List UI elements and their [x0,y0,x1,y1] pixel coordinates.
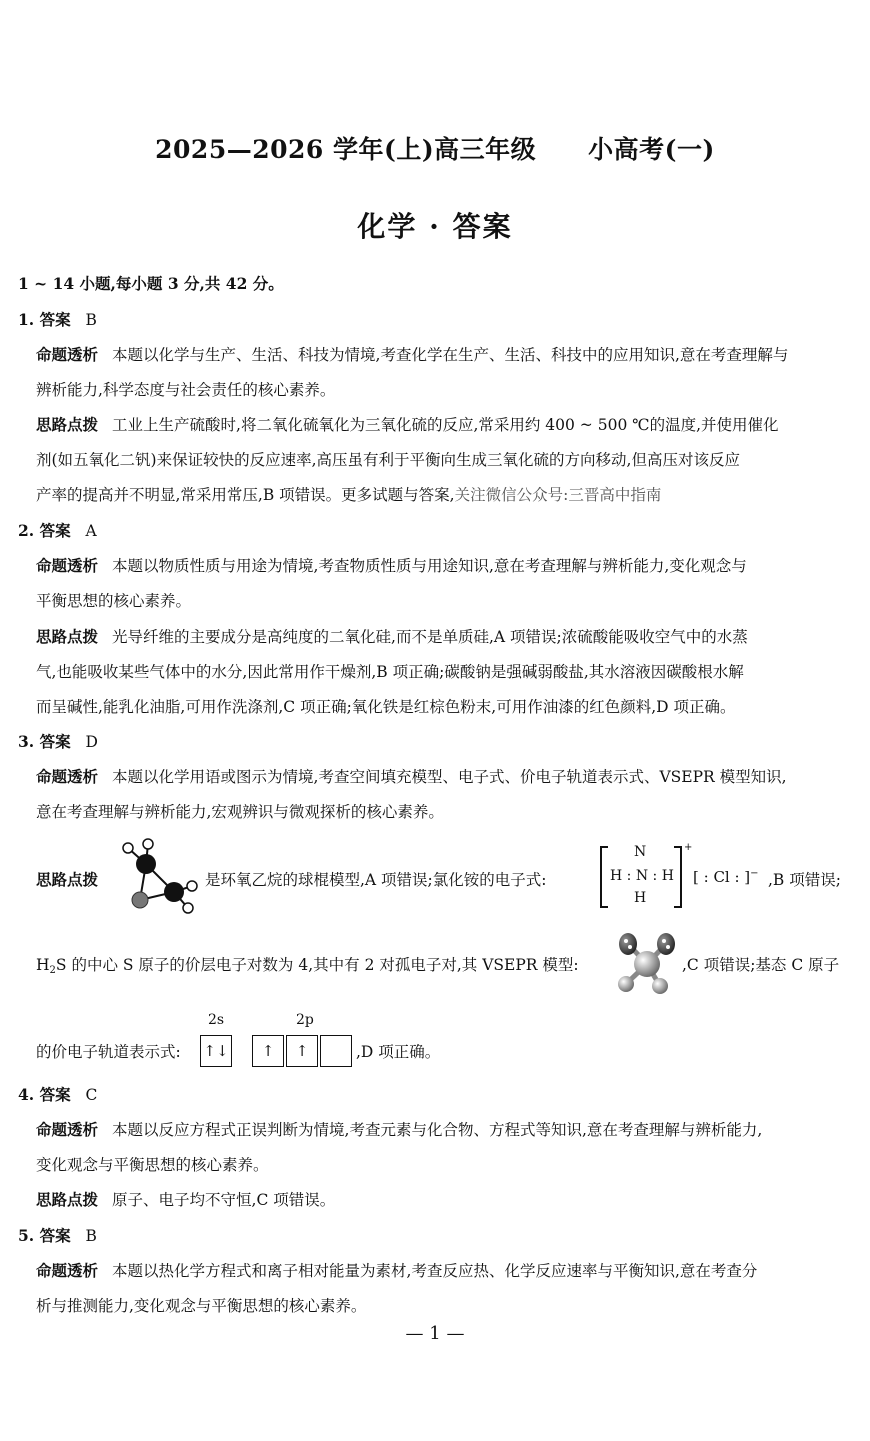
analysis-label: 命题透析 [36,1261,99,1280]
exam-title [0,130,870,166]
analysis-label: 命题透析 [36,767,99,786]
q3-analysis [36,767,787,787]
analysis-label: 命题透析 [36,345,99,364]
q1-hint [36,415,779,435]
q1-analysis-line2: 辨析能力,科学态度与社会责任的核心素养。 [36,381,336,399]
ef-minus-charge: − [750,868,759,879]
h2s-vsepr-model [612,930,682,996]
q3-answer-line [18,732,98,752]
q1-hint-line1: 工业上生产硫酸时,将二氧化硫氧化为三氧化硫的反应,常采用约 400 ~ 500 ℃的温度,并使用催化 [112,416,779,434]
hint-label: 思路点拨 [36,870,99,889]
ef-plus-charge: + [684,842,693,853]
ammonium-electron-formula [600,846,682,906]
q4-hint-line1: 原子、电子均不守恒,C 项错误。 [112,1191,336,1209]
q4-answer-line [18,1085,97,1105]
q1-analysis [36,345,788,365]
ef-chloride [693,868,759,886]
q3-answer: D [85,733,98,751]
epoxyethane-ball-stick-model [118,836,206,916]
page-number: — 1 — [405,1323,465,1344]
q2-answer-line [18,521,97,541]
q5-analysis-line1: 本题以热化学方程式和离子相对能量为素材,考查反应热、化学反应速率与平衡知识,意在考查分 [112,1262,758,1280]
q3-head: 3. 答案 [18,732,71,751]
ef-cl: [ : Cl : ] [693,868,751,886]
orbital-2s-label: 2s [208,1012,225,1028]
q5-answer: B [85,1227,97,1245]
exam-title-right: 小高考(一) [588,135,715,164]
q4-analysis-line1: 本题以反应方程式正误判断为情境,考查元素与化合物、方程式等知识,意在考查理解与辨析能力, [112,1121,763,1139]
exam-title-left: 2025—2026 学年(上)高三年级 [155,135,537,164]
orbital-suffix: ,D 项正确。 [356,1043,441,1061]
q2-hint-line1: 光导纤维的主要成分是高纯度的二氧化硅,而不是单质硅,A 项错误;浓硫酸能吸收空气中的水蒸 [112,628,748,646]
orbital-box-2p-3 [320,1035,352,1067]
q2-analysis [36,556,747,576]
ef-h-bottom: H [634,890,647,906]
orbital-prefix: 的价电子轨道表示式: [36,1043,181,1061]
q2-analysis-line2: 平衡思想的核心素养。 [36,592,192,610]
q2-analysis-line1: 本题以物质性质与用途为情境,考查物质性质与用途知识,意在考查理解与辨析能力,变化观念与 [112,557,747,575]
section-intro: 1 ~ 14 小题,每小题 3 分,共 42 分。 [18,274,284,293]
q4-head: 4. 答案 [18,1085,71,1104]
q3-hint-b: ,B 项错误; [768,871,841,889]
h2s-subscript: 2 [49,965,56,976]
q1-hint-line3-wrap [36,485,661,505]
h2s-formula-h: H [36,956,50,974]
q5-answer-line [18,1226,97,1246]
q2-answer: A [85,522,97,540]
q4-analysis-line2: 变化观念与平衡思想的核心素养。 [36,1156,269,1174]
q4-answer: C [85,1086,98,1104]
hint-label: 思路点拨 [36,415,99,434]
q5-analysis [36,1261,757,1281]
ef-middle: H : N : H [610,868,674,884]
q3-analysis-line2: 意在考查理解与辨析能力,宏观辨识与微观探析的核心素养。 [36,803,444,821]
analysis-label: 命题透析 [36,556,99,575]
analysis-label: 命题透析 [36,1120,99,1139]
h2s-text-line [36,955,579,981]
q5-analysis-line2: 析与推测能力,变化观念与平衡思想的核心素养。 [36,1297,367,1315]
q1-answer-line [18,310,97,330]
q2-hint-line3: 而呈碱性,能乳化油脂,可用作洗涤剂,C 项正确;氧化铁是红棕色粉末,可用作油漆的红色颜料,D 项正确。 [36,698,736,716]
hint-label: 思路点拨 [36,627,99,646]
orbital-2p-label: 2p [296,1012,314,1028]
q3-hint-a: 是环氧乙烷的球棍模型,A 项错误;氯化铵的电子式: [205,871,547,889]
q1-analysis-line1: 本题以化学与生产、生活、科技为情境,考查化学在生产、生活、科技中的应用知识,意在考查理解与 [112,346,789,364]
q3-analysis-line1: 本题以化学用语或图示为情境,考查空间填充模型、电子式、价电子轨道表示式、VSEPR 模型知识, [112,768,787,786]
orbital-box-2s: ↑↓ [200,1035,232,1067]
q4-analysis [36,1120,762,1140]
q1-answer: B [85,311,97,329]
h2s-text: S 的中心 S 原子的价层电子对数为 4,其中有 2 对孤电子对,其 VSEPR 模型: [55,956,579,974]
q2-head: 2. 答案 [18,521,71,540]
q4-hint [36,1190,335,1210]
q1-hint-line2: 剂(如五氧化二钒)来保证较快的反应速率,高压虽有利于平衡向生成三氧化硫的方向移动,但高压对该反应 [36,451,740,469]
orbital-box-2p-2: ↑ [286,1035,318,1067]
hint-label: 思路点拨 [36,1190,99,1209]
h2s-after: ,C 项错误;基态 C 原子 [682,956,840,974]
ef-n-top: N [634,844,647,860]
q2-hint [36,627,748,647]
q5-head: 5. 答案 [18,1226,71,1245]
q1-hint-line3: 产率的提高并不明显,常采用常压,B 项错误。更多试题与答案, [36,486,455,504]
q1-head: 1. 答案 [18,310,71,329]
watermark-text: 关注微信公众号:三晋高中指南 [454,486,662,504]
orbital-box-2p-1: ↑ [252,1035,284,1067]
subject-title: 化学 · 答案 [357,210,513,243]
q2-hint-line2: 气,也能吸收某些气体中的水分,因此常用作干燥剂,B 项正确;碳酸钠是强碱弱酸盐,其水溶液因碳酸根水解 [36,663,744,681]
